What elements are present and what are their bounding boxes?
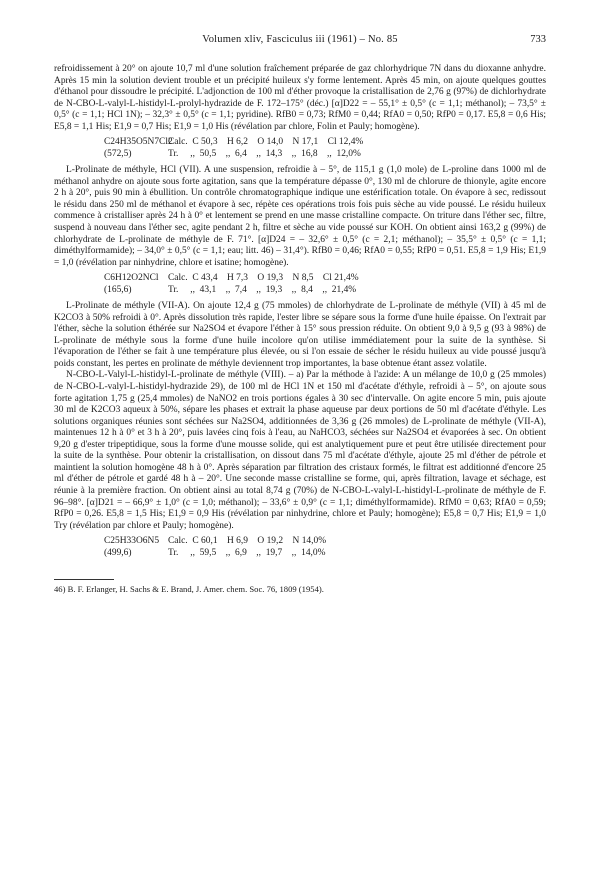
molecular-weight: (499,6) <box>104 547 132 558</box>
running-header <box>54 34 546 50</box>
running-title: Volumen xliv, Fasciculus iii (1961) – No. 85 <box>202 34 398 45</box>
molecular-formula: C24H35O5N7Cl2 <box>104 137 173 148</box>
molecular-weight: (165,6) <box>104 284 132 295</box>
found-values: Tr. ,, 50,5 ,, 6,4 ,, 14,3 ,, 16,8 ,, 12,0% <box>168 148 361 159</box>
paragraph-tripeptide-ester: N-CBO-L-Valyl-L-histidyl-L-prolinate de méthyle (VIII). – a) Par la méthode à l'azide: A un mélange de 10,0 g (25 mmoles) de N-CBO-L-valyl-L-histidyl-hydrazide 29), de 100 ml de HCl 1N et 150 ml d'acétate d'éthyle, refroidi à – 5°, on ajoute sous forte agitation 1,75 g (25,4 mmoles) de NaNO2 en trois portions égales à 30 sec d'intervalle. On agite encore 5 min, puis ajoute 30 ml de K2CO3 aqueux à 50%, sépare les phases et extrait la phase aqueuse par deux portions de 50 ml d'acétate d'éthyle. Les solutions organiques réunies sont séchées sur Na2SO4, additionnées de 3,36 g (26 mmoles) de L-prolinate de méthyle (VII-A), maintenues 12 h à 0° et 3 h à 20°, puis lavées cinq fois à l'eau, au NaHCO3, séchées sur Na2SO4 et évaporées à sec. On obtient 9,20 g d'ester tripeptidique, sous la forme d'une mousse solide, qui est analytiquement pure et peut être utilisée directement pour la suite de la synthèse. Pour obtenir la cristallisation, on dissout dans 75 ml d'acétate d'éthyle, ajoute 25 ml d'éther de pétrole et maintient la solution homogène 48 h à 0°. Après séparation par filtration des cristaux formés, le filtrat est additionné d'encore 25 ml d'éther de pétrole et gardé 48 h à – 20°. Une seconde masse cristalline se forme, qui, après filtration, lavage et séchage, est réunie à la première fraction. On obtient ainsi au total 8,74 g (70%) de N-CBO-L-valyl-L-histidyl-L-prolinate de méthyle de F. 96–98°. [α]D21 = – 66,9° ± 1,0° (c = 1,0; méthanol); – 33,6° ± 0,9° (c = 1,1; diméthylformamide). RfM0 = 0,63; RfA0 = 0,59; RfP0 = 0,26. E5,8 = 1,5 His; E1,9 = 0,9 His (révélation par ninhydrine, chlore et Pauly; homogène); E5,8 = 0,7 His; E1,9 = 1,0 Try (révélation par chlore et Pauly; homogène). <box>54 370 546 531</box>
found-values: Tr. ,, 59,5 ,, 6,9 ,, 19,7 ,, 14,0% <box>168 547 326 558</box>
molecular-formula: C6H12O2NCl <box>104 273 159 284</box>
paragraph-prolinate-free-base: L-Prolinate de méthyle (VII-A). On ajoute 12,4 g (75 mmoles) de chlorhydrate de L-prolinate de méthyle (VII) à 45 ml de K2CO3 à 50% refroidi à 0°. Après dissolution très rapide, l'ester libre se sépare sous la forme d'une huile épaisse. On l'extrait par l'éther, sèche la solution éthérée sur Na2SO4 et évapore l'éther à 15° sous pression réduite. On obtient 9,0 à 9,5 g (93 à 98%) de L-prolinate de méthyle sous la forme d'une huile incolore qu'on utilise immédiatement pour la suite de la synthèse. Si l'évaporation de l'éther se fait à une température plus élevée, ou si l'on essaie de sécher le résidu huileux au vide poussé jusqu'à poids constant, les pertes en prolinate de méthyle deviennent trop importantes, la base obtenue étant assez volatile. <box>54 301 546 369</box>
molecular-formula: C25H33O6N5 <box>104 536 160 547</box>
analysis-block-1 <box>104 137 546 160</box>
found-values: Tr. ,, 43,1 ,, 7,4 ,, 19,3 ,, 8,4 ,, 21,4% <box>168 284 357 295</box>
footnote-rule <box>54 579 114 580</box>
analysis-block-3 <box>104 536 546 559</box>
calculated-values: Calc. C 60,1 H 6,9 O 19,2 N 14,0% <box>168 536 327 547</box>
molecular-weight: (572,5) <box>104 148 132 159</box>
journal-page <box>54 34 546 595</box>
calculated-values: Calc. C 43,4 H 7,3 O 19,3 N 8,5 Cl 21,4% <box>168 273 359 284</box>
footnote: 46) B. F. Erlanger, H. Sachs & E. Brand, J. Amer. chem. Soc. 76, 1809 (1954). <box>54 584 324 595</box>
page-number: 733 <box>530 34 546 45</box>
paragraph-continuation: refroidissement à 20° on ajoute 10,7 ml d'une solution fraîchement préparée de gaz chlorhydrique 7N dans du dioxanne anhydre. Après 15 min la solution devient trouble et un précipité huileux s'y forme lentement. Après 45 min, on ajoute quelques gouttes d'éthanol pour dissoudre le précipité. L'adjonction de 100 ml d'éther provoque la cristallisation de 2,76 g (97%) de dichlorhydrate de N-CBO-L-valyl-L-histidyl-L-prolyl-hydrazide de F. 172–175° (déc.) [α]D22 = – 55,1° ± 0,5° (c = 1,1; méthanol); – 73,5° ± 0,5° (c = 1,1; HCl 1N); – 32,3° ± 0,5° (c = 1,1; pyridine). RfB0 = 0,73; RfM0 = 0,44; RfA0 = 0,50; RfP0 = 0,17. E5,8 = 0,6 His; E5,8 = 1,1 His; E1,9 = 0,7 His; E1,9 = 1,0 His (révélation par chlore, Folin et Pauly; homogène). <box>54 64 546 132</box>
analysis-block-2 <box>104 273 546 296</box>
article-body <box>54 64 546 595</box>
paragraph-prolinate-hcl: L-Prolinate de méthyle, HCl (VII). A une suspension, refroidie à – 5°, de 115,1 g (1,0 mole) de L-proline dans 1000 ml de méthanol anhydre on ajoute sous forte agitation, sans que la température dépasse 0°, 130 ml de chlorure de thionyle, agite encore 2 h à 20°, puis 90 min à ébullition. Un contrôle chromatographique indique une estérification totale. On évapore à sec, redissout le résidu dans 250 ml de méthanol et évapore à sec, répète ces opérations trois fois puis sèche au vide poussé. Le résidu huileux commence à cristalliser après 24 h à 0° et lentement se prend en une masse cristalline compacte. On triture dans l'éther sec, filtre, suspend à nouveau dans l'éther sec, agite pendant 2 h, filtre et sèche au vide poussé sur KOH. On obtient ainsi 163,2 g (99%) de chlorhydrate de L-prolinate de méthyle de F. 71°. [α]D24 = – 32,6° ± 0,5° (c = 2,1; méthanol); – 35,5° ± 0,5° (c = 1,1; diméthylformamide); – 34,0° ± 0,5° (c = 1,1; eau; litt. 46) – 31,4°). RfB0 = 0,46; RfA0 = 0,55; RfP0 = 0,51. E5,8 = 1,9 His; E1,9 = 1,0 (révélation par ninhydrine, chlore et isatine; homogène). <box>54 165 546 268</box>
calculated-values: Calc. C 50,3 H 6,2 O 14,0 N 17,1 Cl 12,4% <box>168 137 364 148</box>
